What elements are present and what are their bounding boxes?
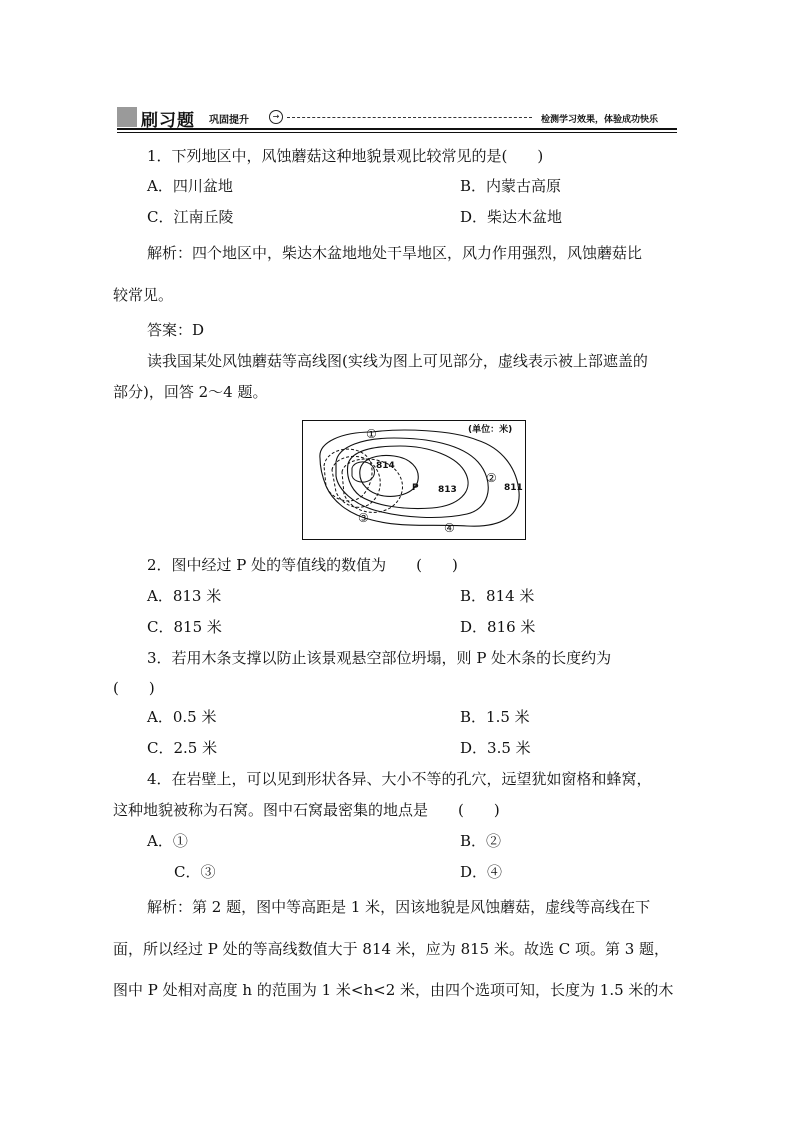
label-814: 814 (376, 461, 395, 471)
contour-map-svg (302, 420, 526, 540)
header-rule-thin (117, 132, 677, 133)
q4-stem-line2: 这种地貌被称为石窝。图中石窝最密集的地点是 ( ) (113, 801, 500, 819)
q1-option-d: D．柴达木盆地 (460, 208, 563, 226)
q2-option-a: A．813 米 (147, 587, 222, 605)
q2-option-b: B．814 米 (460, 587, 535, 605)
q2-option-d: D．816 米 (460, 618, 536, 636)
analysis2-line1: 解析：第 2 题，图中等高距是 1 米，因该地貌是风蚀蘑菇，虚线等高线在下 (147, 898, 651, 916)
header-tagline: 检测学习效果，体验成功快乐 (541, 115, 659, 125)
section-header (117, 107, 677, 129)
q1-analysis-line1: 解析：四个地区中，柴达木盆地地处干旱地区，风力作用强烈，风蚀蘑菇比 (147, 244, 643, 262)
q2-option-c: C．815 米 (147, 618, 222, 636)
q3-option-d: D．3.5 米 (460, 739, 531, 757)
analysis2-line2: 面，所以经过 P 处的等高线数值大于 814 米，应为 815 米。故选 C 项。第 3 题， (113, 940, 670, 958)
header-gray-block (117, 107, 137, 127)
label-811: 811 (504, 483, 523, 493)
q3-option-a: A．0.5 米 (147, 708, 217, 726)
header-rule (117, 128, 677, 130)
q3-stem: 3．若用木条支撑以防止该景观悬空部位坍塌，则 P 处木条的长度约为 (147, 649, 612, 667)
label-p: P (412, 483, 419, 493)
intro-line2: 部分)，回答 2～4 题。 (113, 383, 268, 401)
intro-line1: 读我国某处风蚀蘑菇等高线图(实线为图上可见部分，虚线表示被上部遮盖的 (147, 352, 648, 370)
header-dash-line (287, 117, 532, 118)
q3-option-c: C．2.5 米 (147, 739, 218, 757)
header-subtitle: 巩固提升 (209, 115, 249, 126)
q1-stem: 1．下列地区中，风蚀蘑菇这种地貌景观比较常见的是( ) (147, 147, 544, 165)
q3-option-b: B．1.5 米 (460, 708, 530, 726)
q4-option-d: D．④ (460, 863, 503, 881)
q1-analysis-line2: 较常见。 (113, 286, 174, 304)
q3-stem-paren: ( ) (113, 679, 155, 697)
q4-option-c: C．③ (174, 863, 216, 881)
q1-option-c: C．江南丘陵 (147, 208, 234, 226)
marker-1: ① (366, 427, 377, 441)
q4-stem: 4．在岩壁上，可以见到形状各异、大小不等的孔穴，远望犹如窗格和蜂窝， (147, 770, 652, 788)
arrow-circle-icon: → (269, 110, 283, 124)
q4-option-a: A．① (147, 832, 188, 850)
q1-answer: 答案：D (147, 321, 205, 339)
label-813: 813 (438, 485, 457, 495)
q1-option-a: A．四川盆地 (147, 177, 233, 195)
header-title: 刷习题 (141, 111, 195, 131)
analysis2-line3: 图中 P 处相对高度 h 的范围为 1 米<h<2 米，由四个选项可知，长度为 1.5 米的木 (113, 981, 674, 999)
marker-3: ③ (358, 511, 369, 525)
marker-2: ② (486, 471, 497, 485)
q2-stem: 2．图中经过 P 处的等值线的数值为 ( ) (147, 556, 458, 574)
contour-map-figure (302, 420, 526, 540)
q4-option-b: B．② (460, 832, 502, 850)
marker-4: ④ (444, 521, 455, 535)
unit-label: (单位：米) (468, 425, 513, 435)
q1-option-b: B．内蒙古高原 (460, 177, 562, 195)
